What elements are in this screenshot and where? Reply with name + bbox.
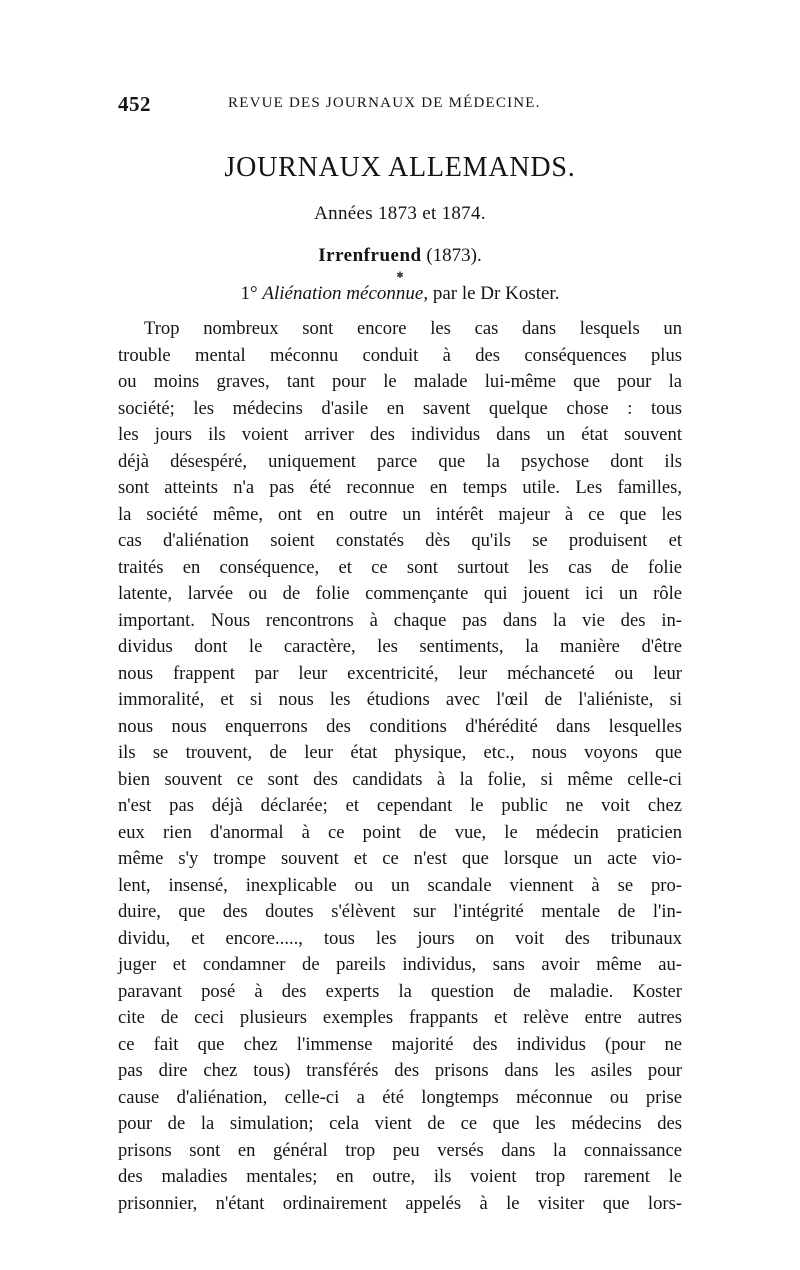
text-line: nous nous enquerrons des conditions d'hérédité dans lesquelles (118, 715, 682, 737)
text-line: ou moins graves, tant pour le malade lui-même que pour la (118, 371, 682, 392)
text-line: dividu, et encore....., tous les jours on voit des tribunaux (118, 927, 682, 949)
text-line: les jours ils voient arriver des individus dans un état souvent (118, 424, 682, 445)
text-line: nous frappent par leur excentricité, leur méchanceté ou leur (118, 662, 682, 684)
text-line: pour de la simulation; cela vient de ce que les médecins des (118, 1113, 682, 1134)
text-line: bien souvent ce sont des candidats à la folie, si même celle-ci (118, 768, 682, 790)
article-byline: par le Dr Koster. (432, 283, 560, 304)
text-line: prisons sont en général trop peu versés dans la connaissance (118, 1139, 682, 1161)
text-line: prisonnier, n'étant ordinairement appelés à le visiter que lors- (118, 1192, 682, 1214)
text-line: juger et condamner de pareils individus, sans avoir même au- (118, 954, 682, 975)
text-line: la société même, ont en outre un intérêt majeur à ce que les (118, 503, 682, 525)
text-line: duire, que des doutes s'élèvent sur l'intégrité mentale de l'in- (118, 901, 682, 922)
page-number: 452 (118, 92, 151, 116)
text-line: cite de ceci plusieurs exemples frappants et relève entre autres (118, 1007, 682, 1028)
text-line: immoralité, et si nous les étudions avec l'œil de l'aliéniste, si (118, 689, 682, 710)
text-line: société; les médecins d'asile en savent quelque chose : tous (118, 397, 682, 419)
text-line: n'est pas déjà déclarée; et cependant le public ne voit chez (118, 795, 682, 816)
journal-heading (0, 245, 800, 267)
text-line: Trop nombreux sont encore les cas dans lesquels un (144, 318, 682, 339)
text-line: traités en conséquence, et ce sont surtout les cas de folie (118, 556, 682, 578)
text-line: des maladies mentales; en outre, ils voient trop rarement le (118, 1166, 682, 1187)
journal-year: (1873). (426, 245, 482, 266)
text-line: cause d'aliénation, celle-ci a été longtemps méconnue ou prise (118, 1086, 682, 1108)
text-line: ils se trouvent, de leur état physique, etc., nous voyons que (118, 742, 682, 763)
text-line: sont atteints n'a pas été reconnue en temps utile. Les familles, (118, 477, 682, 498)
running-title: REVUE DES JOURNAUX DE MÉDECINE. (228, 95, 541, 111)
text-line: même s'y trompe souvent et ce n'est que lorsque un acte vio- (118, 848, 682, 869)
body-paragraph (118, 316, 682, 1217)
text-line: dividus dont le caractère, les sentiments, la manière d'être (118, 636, 682, 657)
section-title: JOURNAUX ALLEMANDS. (224, 152, 576, 183)
text-line: déjà désespéré, uniquement parce que la psychose dont ils (118, 450, 682, 472)
text-line: eux rien d'anormal à ce point de vue, le médecin praticien (118, 821, 682, 843)
years-subtitle: Années 1873 et 1874. (314, 203, 486, 224)
text-line: trouble mental méconnu conduit à des conséquences plus (118, 344, 682, 366)
article-title: Aliénation méconnue, (262, 283, 429, 304)
article-number: 1° (240, 283, 258, 304)
text-line: pas dire chez tous) transférés des prisons dans les asiles pour (118, 1060, 682, 1081)
ornament-icon: ✱ (396, 270, 404, 280)
text-line: ce fait que chez l'immense majorité des individus (pour ne (118, 1033, 682, 1055)
text-line: important. Nous rencontrons à chaque pas dans la vie des in- (118, 609, 682, 631)
running-head (118, 92, 682, 116)
text-line: lent, insensé, inexplicable ou un scandale viennent à se pro- (118, 874, 682, 896)
text-line: latente, larvée ou de folie commençante qui jouent ici un rôle (118, 583, 682, 604)
article-heading (0, 283, 800, 305)
text-line: paravant posé à des experts la question de maladie. Koster (118, 980, 682, 1002)
text-line: cas d'aliénation soient constatés dès qu'ils se produisent et (118, 530, 682, 551)
journal-name: Irrenfruend (318, 245, 422, 266)
